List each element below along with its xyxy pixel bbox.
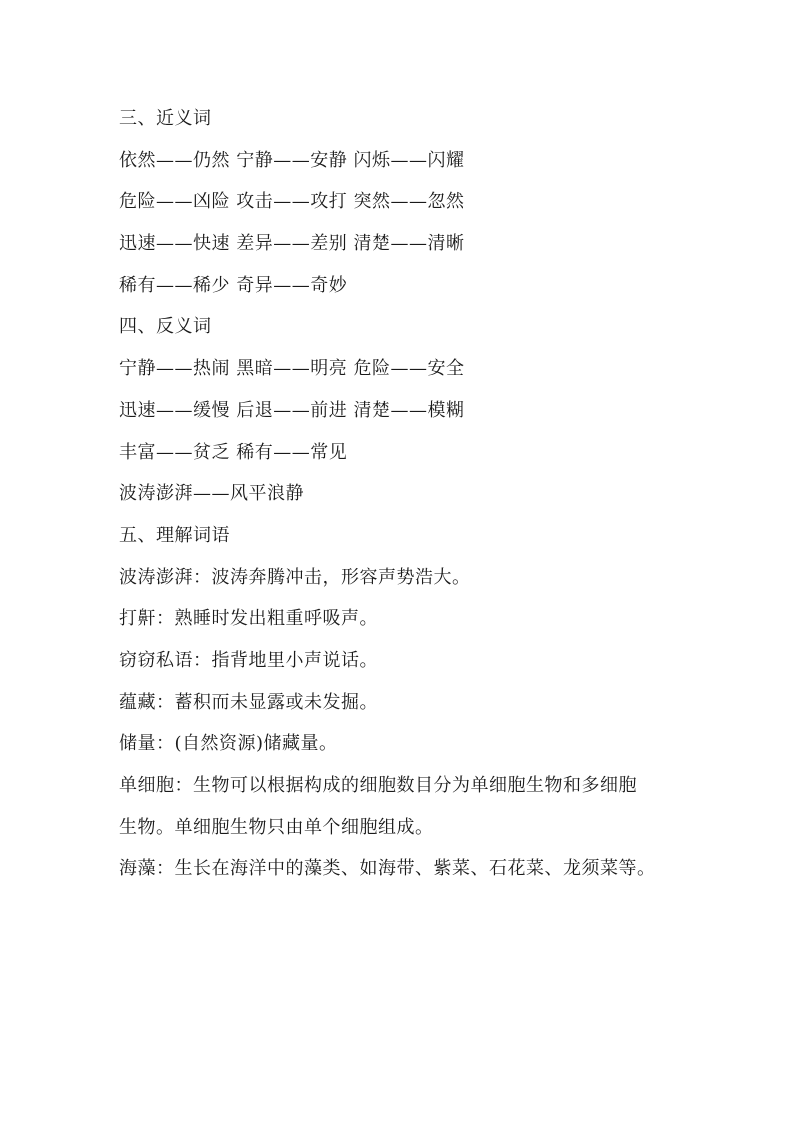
document-body: [119, 98, 719, 890]
section-heading-antonyms: 四、反义词: [119, 316, 212, 338]
synonym-line: 稀有——稀少 奇异——奇妙: [119, 274, 348, 296]
antonym-line: 迅速——缓慢 后退——前进 清楚——模糊: [119, 399, 465, 421]
synonym-line: 依然——仍然 宁静——安静 闪烁——闪耀: [119, 149, 465, 171]
definition-line: 生物。单细胞生物只由单个细胞组成。: [119, 816, 434, 838]
antonym-line: 波涛澎湃——风平浪静: [119, 483, 304, 505]
antonym-line: 丰富——贫乏 稀有——常见: [119, 441, 348, 463]
section-heading-synonyms: 三、近义词: [119, 108, 212, 129]
definition-line: 储量：(自然资源)储藏量。: [119, 733, 338, 755]
synonym-line: 迅速——快速 差异——差别 清楚——清晰: [119, 233, 465, 255]
definition-line: 窃窃私语：指背地里小声说话。: [119, 649, 378, 671]
definition-line: 波涛澎湃：波涛奔腾冲击，形容声势浩大。: [119, 566, 471, 588]
section-heading-definitions: 五、理解词语: [119, 524, 230, 546]
antonym-line: 宁静——热闹 黑暗——明亮 危险——安全: [119, 358, 465, 380]
synonym-line: 危险——凶险 攻击——攻打 突然——忽然: [119, 191, 465, 213]
definition-line: 蕴藏：蓄积而未显露或未发掘。: [119, 691, 378, 713]
definition-line: 单细胞：生物可以根据构成的细胞数目分为单细胞生物和多细胞: [119, 775, 637, 796]
definition-line: 打鼾：熟睡时发出粗重呼吸声。: [119, 608, 378, 630]
definition-line: 海藻：生长在海洋中的藻类、如海带、紫菜、石花菜、龙须菜等。: [119, 858, 656, 880]
